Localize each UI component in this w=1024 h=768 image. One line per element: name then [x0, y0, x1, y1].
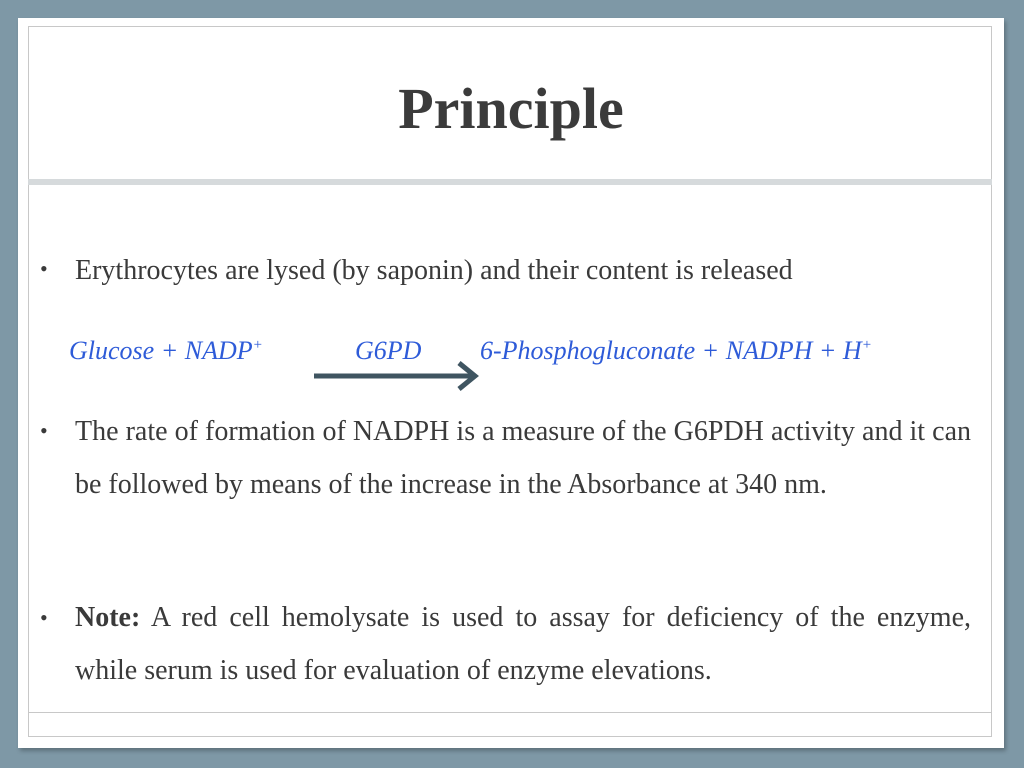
footer-divider: [28, 712, 992, 713]
bullet-note: [75, 591, 971, 697]
bullet-text-nadph-rate: The rate of formation of NADPH is a measure of the G6PDH activity and it can be followed by means of the increase in the Absorbance at 340 nm.: [75, 416, 971, 500]
equation-products-superscript: +: [861, 337, 872, 353]
equation-products: [480, 338, 872, 364]
note-text: A red cell hemolysate is used to assay for deficiency of the enzyme, while serum is used for evaluation of enzyme elevations.: [75, 602, 971, 686]
equation-reactants-superscript: +: [252, 337, 263, 353]
reaction-arrow-icon: [314, 361, 484, 391]
slide: [18, 18, 1004, 748]
bullet-marker: •: [40, 418, 48, 443]
bullet-marker: •: [40, 605, 48, 630]
slide-title: Principle: [398, 76, 624, 141]
equation-reactants-text: Glucose + NADP: [69, 336, 253, 365]
equation-products-text: 6-Phosphogluconate + NADPH + H: [480, 336, 862, 365]
bullet-text-lysis: Erythrocytes are lysed (by saponin) and their content is released: [75, 255, 793, 286]
equation-enzyme: G6PD: [355, 336, 422, 365]
note-label: Note:: [75, 602, 141, 633]
title-divider: [28, 179, 992, 185]
equation-reactants: [69, 338, 263, 364]
bullet-marker: •: [40, 256, 48, 281]
